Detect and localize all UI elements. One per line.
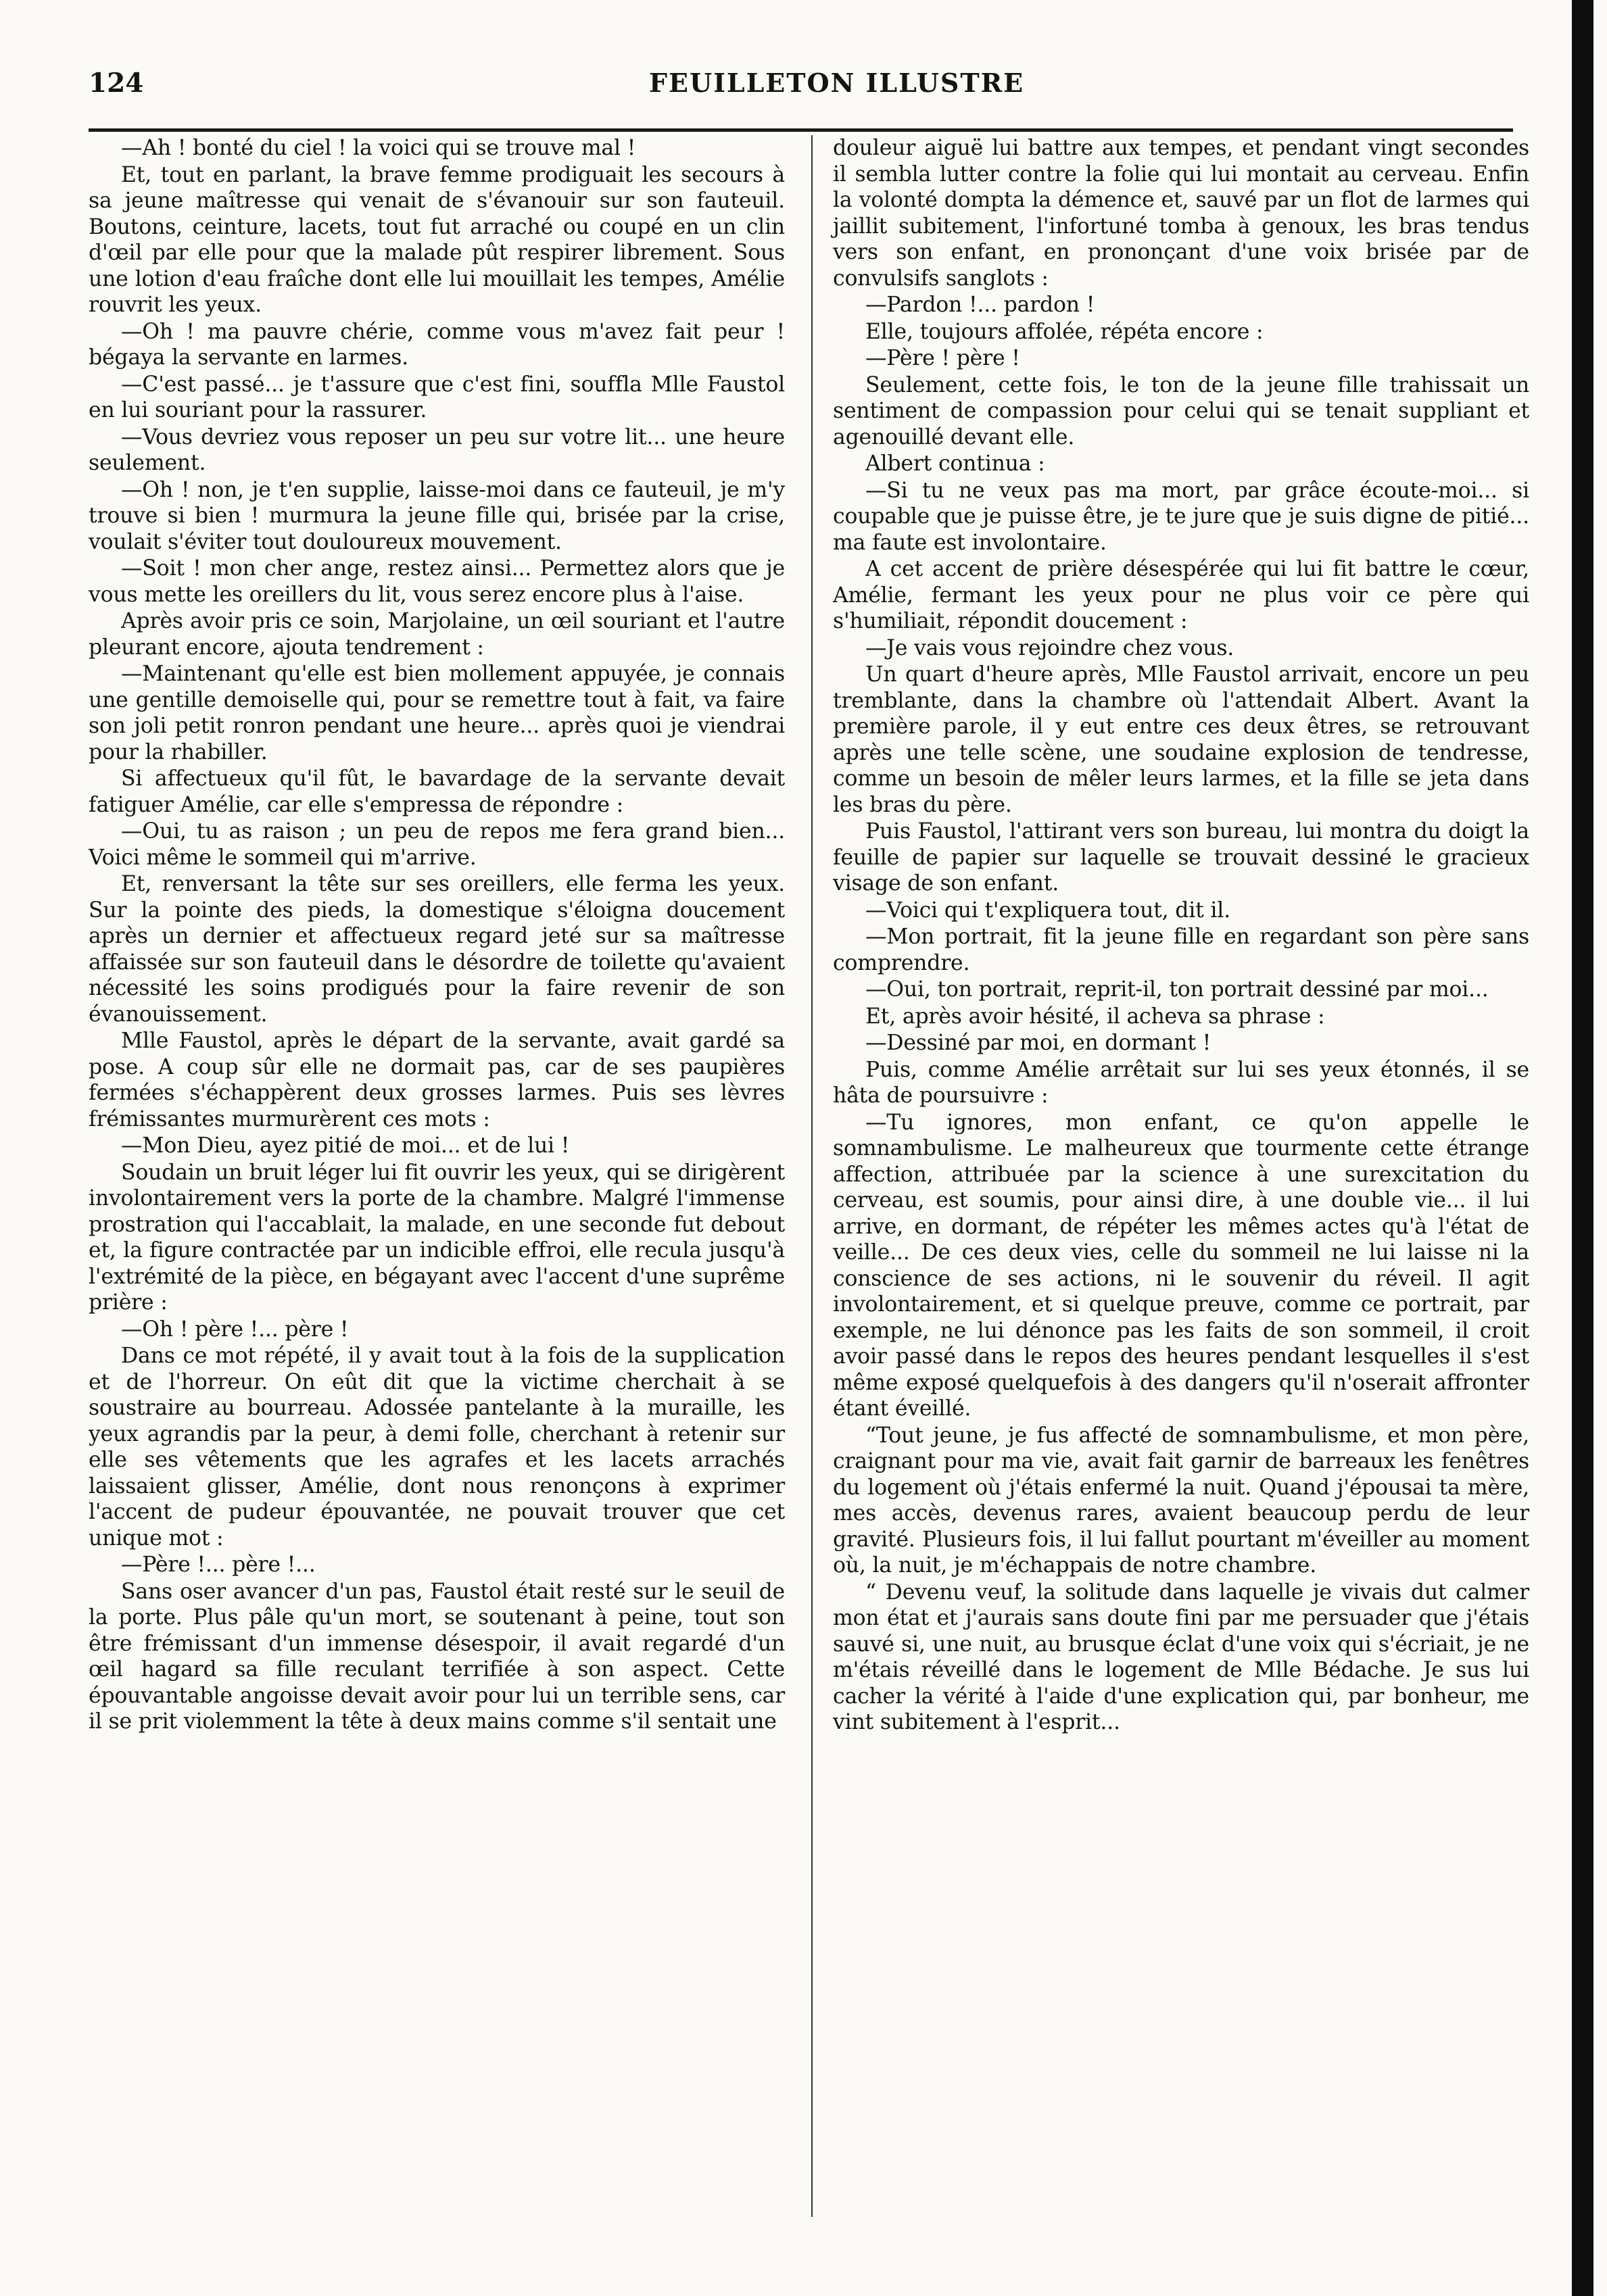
running-head: FEUILLETON ILLUSTRE: [649, 68, 1025, 98]
paragraph: —Mon Dieu, ayez pitié de moi... et de lui !: [121, 1133, 570, 1158]
paragraph: —Père ! père !: [865, 346, 1020, 370]
paragraph: Sans oser avancer d'un pas, Faustol était resté sur le seuil de la porte. Plus pâle qu'un mort, se soutenant à peine, tout son être frémissant d'un immense désespoir, il avait regardé d'un œil hagard sa fille reculant terrifiée à son aspect. Cette épouvantable angoisse devait avoir pour lui un terrible sens, car il se prit violemment la tête à deux mains comme s'il sentait une: [89, 1579, 785, 1734]
paragraph: —Oh ! ma pauvre chérie, comme vous m'avez fait peur ! bégaya la servante en larmes.: [89, 319, 785, 370]
paragraph: —C'est passé... je t'assure que c'est fini, souffla Mlle Faustol en lui souriant pour la rassurer.: [89, 372, 785, 422]
paragraph: —Je vais vous rejoindre chez vous.: [865, 635, 1234, 660]
paragraph: Seulement, cette fois, le ton de la jeune fille trahissait un sentiment de compassion pour celui qui se tenait suppliant et agenouillé devant elle.: [833, 372, 1529, 449]
paragraph: “ Devenu veuf, la solitude dans laquelle je vivais dut calmer mon état et j'aurais sans doute fini par me persuader que j'étais sauvé si, une nuit, au brusque éclat d'une voix qui s'écriait, je ne m'étais réveillé dans le logement de Mlle Bédache. Je sus lui cacher la vérité à l'aide d'une explication qui, par bonheur, me vint subitement à l'esprit...: [833, 1580, 1529, 1734]
paragraph: A cet accent de prière désespérée qui lui fit battre le cœur, Amélie, fermant les yeux pour ne plus voir ce père qui s'humiliait, répondit doucement :: [833, 557, 1529, 633]
paragraph: Et, renversant la tête sur ses oreillers, elle ferma les yeux. Sur la pointe des pieds, la domestique s'éloigna doucement après un dernier et affectueux regard jeté sur sa maîtresse affaissée sur son fauteuil dans le désordre de toilette qu'avaient nécessité les soins prodigués pour la faire revenir de son évanouissement.: [89, 872, 785, 1027]
paragraph: —Oh ! père !... père !: [121, 1317, 349, 1342]
paragraph: —Oh ! non, je t'en supplie, laisse-moi dans ce fauteuil, je m'y trouve si bien ! murmura la jeune fille qui, brisée par la crise, voulait s'éviter tout douloureux mouvement.: [89, 477, 785, 554]
paragraph: —Père !... père !...: [121, 1553, 316, 1577]
paragraph: Et, après avoir hésité, il acheva sa phrase :: [865, 1004, 1325, 1029]
column-right: [833, 135, 1529, 1736]
paragraph: “Tout jeune, je fus affecté de somnambulisme, et mon père, craignant pour ma vie, avait fait garnir de barreaux les fenêtres du logement où j'étais enfermé la nuit. Quand j'épousai ta mère, mes accès, devenus rares, avaient beaucoup perdu de leur gravité. Plusieurs fois, il lui fallut pourtant m'éveiller au moment où, la nuit, je m'échappais de notre chambre.: [833, 1423, 1529, 1578]
paragraph: Mlle Faustol, après le départ de la servante, avait gardé sa pose. A coup sûr elle ne dormait pas, car de ses paupières fermées s'échappèrent deux grosses larmes. Puis ses lèvres frémissantes murmurèrent ces mots :: [89, 1029, 785, 1131]
paragraph: —Tu ignores, mon enfant, ce qu'on appelle le somnambulisme. Le malheureux que tourmente cette étrange affection, attribuée par la science à une surexcitation du cerveau, est soumis, pour ainsi dire, à une double vie... il lui arrive, en dormant, de répéter les mêmes actes qu'à l'état de veille... De ces deux vies, celle du sommeil ne lui laisse ni la conscience de ses actions, ni le souvenir du réveil. Il agit involontairement, et si quelque preuve, comme ce portrait, par exemple, ne lui dénonce pas les faits de son sommeil, il croit avoir passé dans le repos des heures pendant lesquelles il s'est même exposé quelquefois à des dangers qu'il n'oserait affronter étant éveillé.: [833, 1110, 1529, 1421]
page-number: 124: [89, 68, 144, 99]
paragraph: Elle, toujours affolée, répéta encore :: [865, 319, 1264, 344]
paragraph: Si affectueux qu'il fût, le bavardage de la servante devait fatiguer Amélie, car elle s'empressa de répondre :: [89, 766, 785, 817]
column-divider: [811, 135, 813, 2217]
paragraph: —Soit ! mon cher ange, restez ainsi... Permettez alors que je vous mette les oreillers du lit, vous serez encore plus à l'aise.: [89, 556, 785, 607]
paragraph: —Maintenant qu'elle est bien mollement appuyée, je connais une gentille demoiselle qui, pour se remettre tout à fait, va faire son joli petit ronron pendant une heure... après quoi je viendrai pour la rhabiller.: [89, 662, 785, 764]
paragraph: Soudain un bruit léger lui fit ouvrir les yeux, qui se dirigèrent involontairement vers la porte de la chambre. Malgré l'immense prostration qui l'accablait, la malade, en une seconde fut debout et, la figure contractée par un indicible effroi, elle recula jusqu'à l'extrémité de la pièce, en bégayant avec l'accent d'une suprême prière :: [89, 1160, 785, 1315]
page-edge-bar: [1572, 0, 1593, 2296]
header-rule: [89, 128, 1513, 132]
paragraph: Et, tout en parlant, la brave femme prodiguait les secours à sa jeune maîtresse qui venait de s'évanouir sur son fauteuil. Boutons, ceinture, lacets, tout fut arraché ou coupé en un clin d'œil par elle pour que la malade pût respirer librement. Sous une lotion d'eau fraîche dont elle lui mouillait les tempes, Amélie rouvrit les yeux.: [89, 162, 785, 317]
paragraph: —Oui, tu as raison ; un peu de repos me fera grand bien... Voici même le sommeil qui m'arrive.: [89, 819, 785, 870]
paragraph: —Pardon !... pardon !: [865, 293, 1095, 317]
paragraph: Albert continua :: [865, 451, 1045, 476]
paragraph: —Oui, ton portrait, reprit-il, ton portrait dessiné par moi...: [865, 977, 1489, 1002]
paragraph: —Dessiné par moi, en dormant !: [865, 1031, 1212, 1055]
paragraph: —Vous devriez vous reposer un peu sur votre lit... une heure seulement.: [89, 424, 785, 475]
paragraph: Puis, comme Amélie arrêtait sur lui ses yeux étonnés, il se hâta de poursuivre :: [833, 1057, 1529, 1108]
paragraph: —Voici qui t'expliquera tout, dit il.: [865, 898, 1230, 923]
paragraph: Dans ce mot répété, il y avait tout à la fois de la supplication et de l'horreur. On eût dit que la victime cherchait à se soustraire au bourreau. Adossée pantelante à la muraille, les yeux agrandis par la peur, à demi folle, cherchant à retenir sur elle ses vêtements que les agrafes et les lacets arrachés laissaient glisser, Amélie, dont nous renonçons à exprimer l'accent de pudeur épouvantée, ne pouvait trouver que cet unique mot :: [89, 1344, 785, 1550]
paragraph: —Si tu ne veux pas ma mort, par grâce écoute-moi... si coupable que je puisse être, je te jure que je suis digne de pitié... ma faute est involontaire.: [833, 478, 1529, 555]
paragraph: —Mon portrait, fit la jeune fille en regardant son père sans comprendre.: [833, 925, 1529, 975]
paragraph: douleur aiguë lui battre aux tempes, et pendant vingt secondes il sembla lutter contre la folie qui lui montait au cerveau. Enfin la volonté dompta la démence et, sauvé par un flot de larmes qui jaillit subitement, l'infortuné tomba à genoux, les bras tendus vers son enfant, en prononçant d'une voix brisée par de convulsifs sanglots :: [833, 136, 1529, 291]
paragraph: Un quart d'heure après, Mlle Faustol arrivait, encore un peu tremblante, dans la chambre où l'attendait Albert. Avant la première parole, il y eut entre ces deux êtres, se retrouvant après une telle scène, une soudaine explosion de tendresse, comme un besoin de mêler leurs larmes, et la fille se jeta dans les bras du père.: [833, 662, 1529, 817]
paragraph: Après avoir pris ce soin, Marjolaine, un œil souriant et l'autre pleurant encore, ajouta tendrement :: [89, 609, 785, 660]
column-left: [89, 135, 785, 1735]
paragraph: Puis Faustol, l'attirant vers son bureau, lui montra du doigt la feuille de papier sur laquelle se trouvait dessiné le gracieux visage de son enfant.: [833, 819, 1529, 896]
paragraph: —Ah ! bonté du ciel ! la voici qui se trouve mal !: [121, 136, 636, 160]
